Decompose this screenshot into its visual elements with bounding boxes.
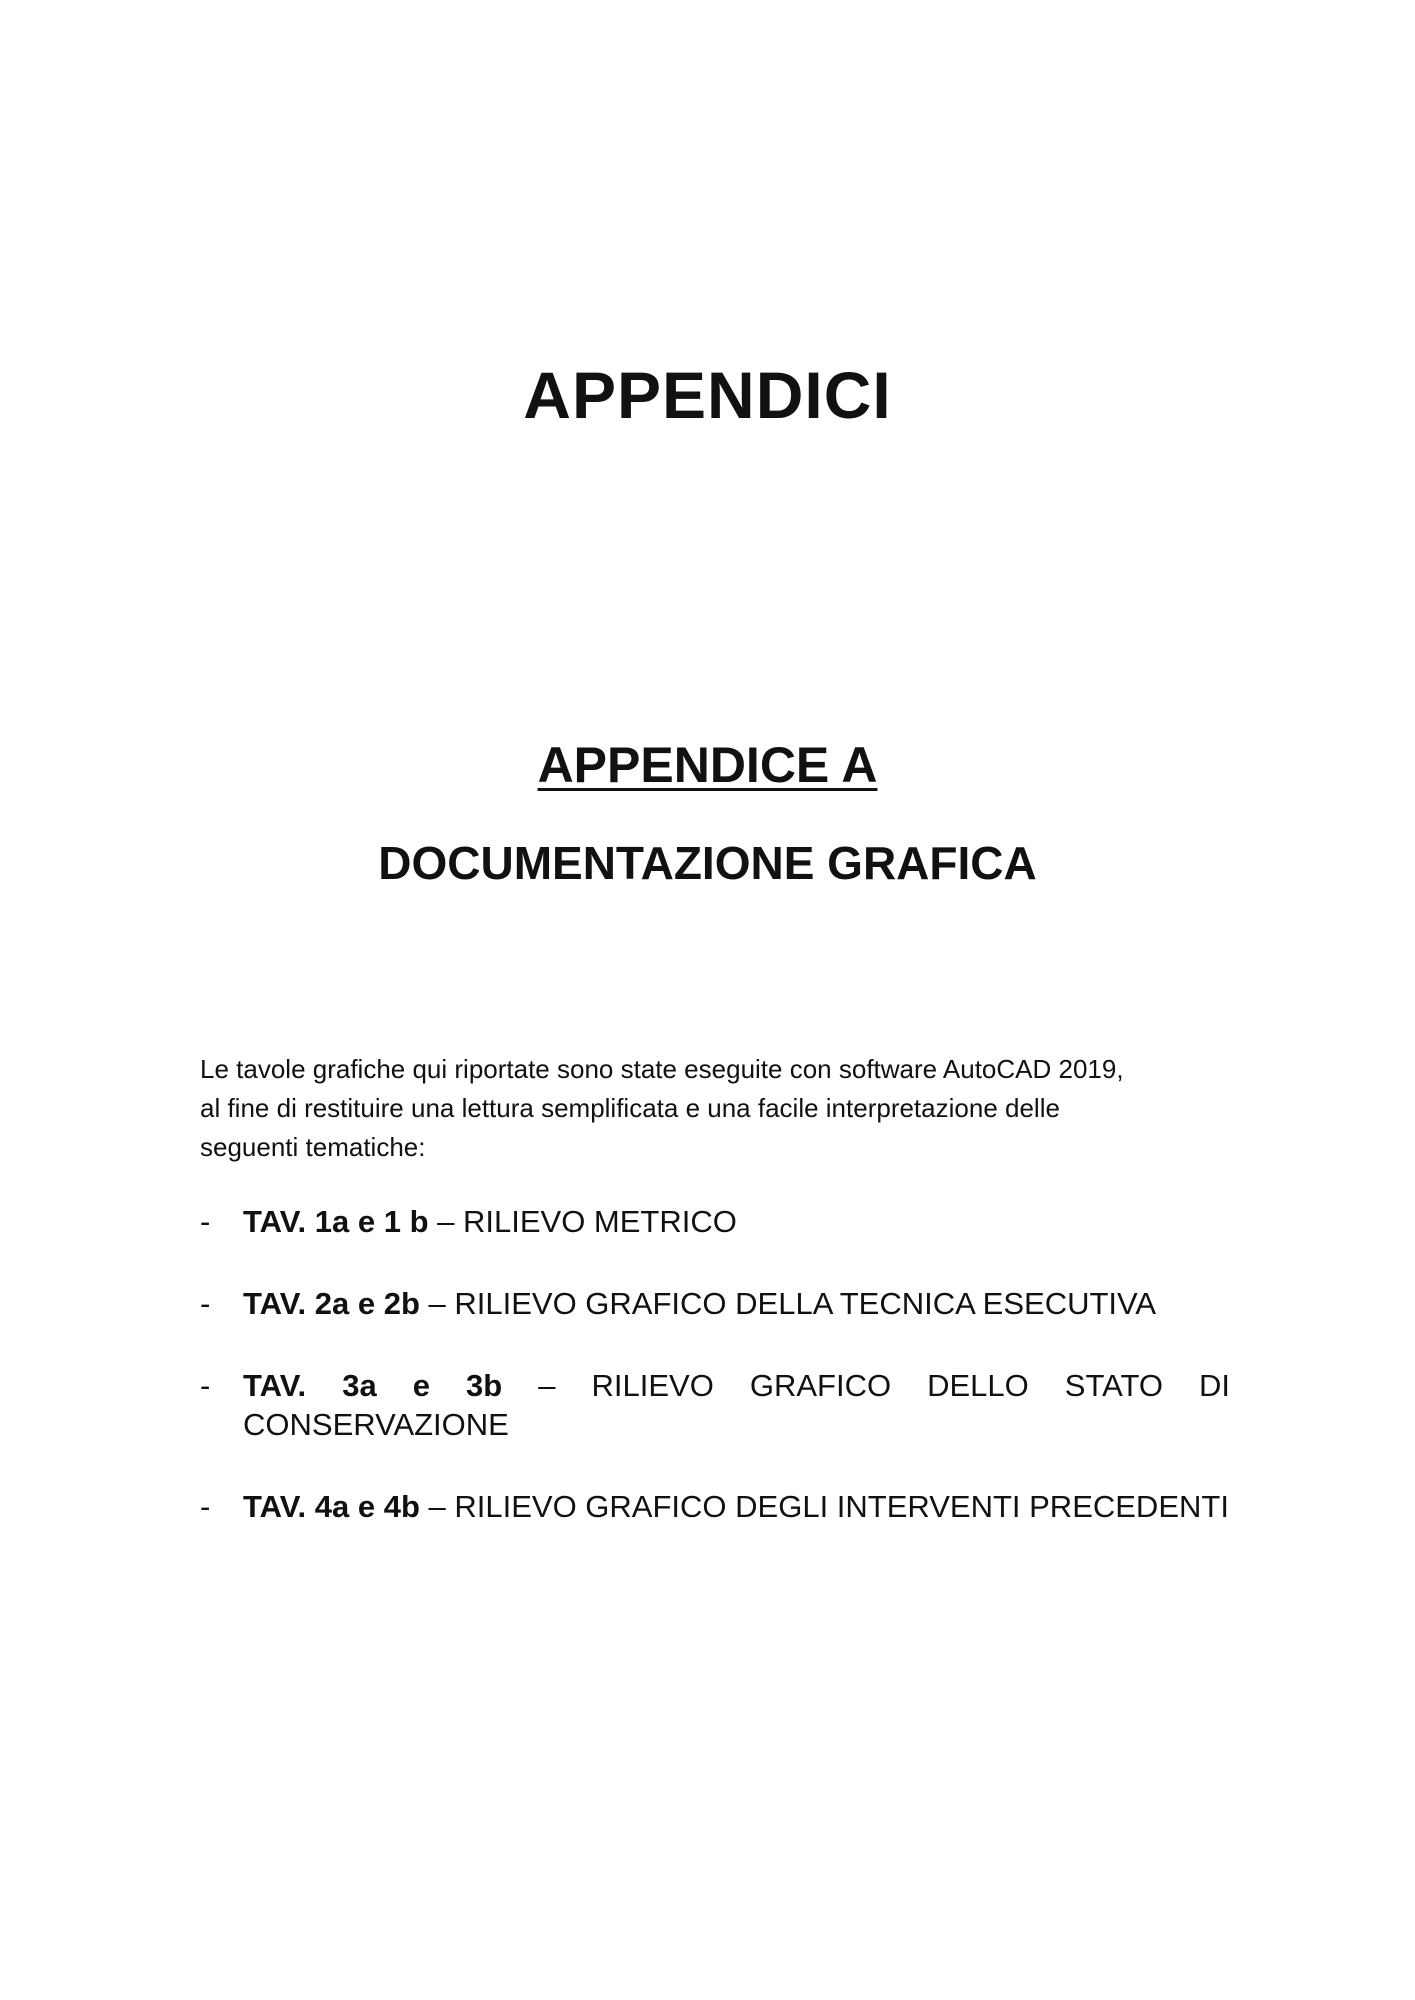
tav-list [200,1202,1230,1569]
tav-item [200,1202,1230,1241]
list-dash: - [200,1204,211,1239]
tav-separator: – [428,1204,463,1239]
tav-description: RILIEVO GRAFICO DEGLI INTERVENTI PRECEDENTI [454,1489,1229,1524]
tav-separator: – [419,1489,455,1524]
tav-code: TAV. 4a e 4b [243,1489,420,1524]
appendix-title-text: APPENDICE A [537,737,878,793]
intro-line: al fine di restituire una lettura semplificata e una facile interpretazione delle [200,1093,1060,1123]
main-title: APPENDICI [523,358,892,432]
tav-description: RILIEVO GRAFICO DELLA TECNICA ESECUTIVA [454,1286,1157,1321]
tav-separator: – [419,1286,455,1321]
tav-item [200,1366,1230,1444]
intro-paragraph [200,1050,1240,1167]
appendix-subtitle: DOCUMENTAZIONE GRAFICA [378,837,1037,889]
tav-code: TAV. 2a e 2b [243,1286,420,1321]
list-dash: - [200,1286,211,1321]
intro-line: seguenti tematiche: [200,1132,426,1162]
tav-code: TAV. 3a e 3b [243,1368,503,1403]
tav-separator: – [502,1368,592,1403]
appendix-title [0,735,1415,795]
tav-description: RILIEVO GRAFICO DELLO STATO DI CONSERVAZIONE [243,1368,1230,1442]
tav-code: TAV. 1a e 1 b [243,1204,429,1239]
list-dash: - [200,1368,211,1403]
list-dash: - [200,1489,211,1524]
intro-line: Le tavole grafiche qui riportate sono state eseguite con software AutoCAD 2019, [200,1054,1124,1084]
tav-description: RILIEVO METRICO [462,1204,737,1239]
tav-item [200,1487,1230,1526]
tav-item [200,1284,1230,1323]
